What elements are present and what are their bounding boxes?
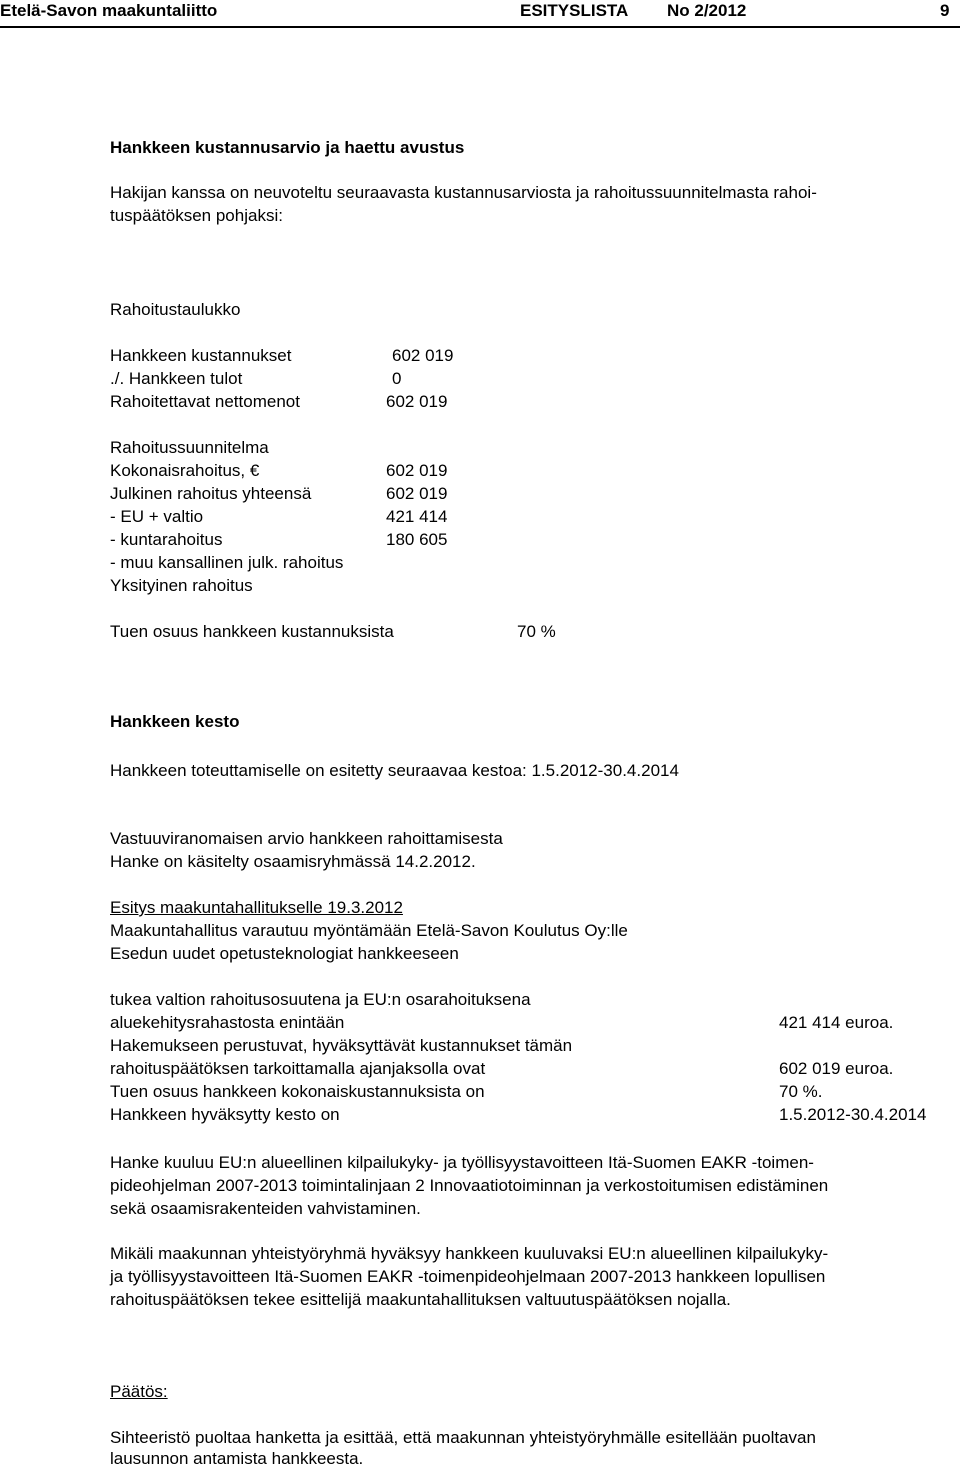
funding-row-label: ./. Hankkeen tulot (110, 369, 243, 388)
proposal-paragraph-2-line: rahoituspäätöksen tekee esittelijä maakuntahallituksen valtuutuspäätöksen nojalla. (110, 1290, 731, 1309)
financing-row-value: 180 605 (386, 530, 448, 549)
header-org: Etelä-Savon maakuntaliitto (0, 1, 218, 20)
budget-intro-line-2: tuspäätöksen pohjaksi: (110, 206, 283, 225)
assessment-line-2: Hanke on käsitelty osaamisryhmässä 14.2.2012. (110, 852, 476, 871)
proposal-paragraph-2-line: Mikäli maakunnan yhteistyöryhmä hyväksyy hankkeen kuuluvaksi EU:n alueellinen kilpailukyky- (110, 1244, 829, 1263)
proposal-paragraph-1-line: sekä osaamisrakenteiden vahvistaminen. (110, 1199, 421, 1218)
proposal-line-2: Esedun uudet opetusteknologiat hankkeeseen (110, 944, 459, 963)
proposal-item-text: rahoituspäätöksen tarkoittamalla ajanjaksolla ovat (110, 1059, 486, 1078)
financing-row-label: Kokonaisrahoitus, € (110, 461, 260, 480)
financing-plan-title: Rahoitussuunnitelma (110, 438, 269, 457)
financing-row-value: 421 414 (386, 507, 448, 526)
proposal-paragraph-1-line: pideohjelman 2007-2013 toimintalinjaan 2 Innovaatiotoiminnan ja verkostoitumisen edistäminen (110, 1176, 829, 1195)
decision-line-2: lausunnon antamista hankkeesta. (110, 1449, 364, 1468)
header-rule (0, 26, 960, 28)
funding-row-value: 602 019 (392, 346, 454, 365)
financing-row-label: Julkinen rahoitus yhteensä (110, 484, 312, 503)
proposal-item-text: Hankkeen hyväksytty kesto on (110, 1105, 340, 1124)
financing-row-label: - EU + valtio (110, 507, 204, 526)
financing-row-label: - muu kansallinen julk. rahoitus (110, 553, 344, 572)
funding-row-label: Hankkeen kustannukset (110, 346, 292, 365)
header-doc-number: No 2/2012 (667, 1, 747, 20)
financing-row-label: Yksityinen rahoitus (110, 576, 253, 595)
funding-table-title: Rahoitustaulukko (110, 300, 241, 319)
proposal-item-value: 1.5.2012-30.4.2014 (779, 1105, 927, 1124)
proposal-item-text: Hakemukseen perustuvat, hyväksyttävät kustannukset tämän (110, 1036, 573, 1055)
decision-heading: Päätös: (110, 1382, 168, 1401)
proposal-item-text: aluekehitysrahastosta enintään (110, 1013, 345, 1032)
proposal-line-1: Maakuntahallitus varautuu myöntämään Etelä-Savon Koulutus Oy:lle (110, 921, 628, 940)
assessment-line-1: Vastuuviranomaisen arvio hankkeen rahoittamisesta (110, 829, 503, 848)
header-page-number: 9 (940, 1, 950, 20)
funding-row-value: 602 019 (386, 392, 448, 411)
financing-row-label: - kuntarahoitus (110, 530, 223, 549)
financing-row-value: 602 019 (386, 484, 448, 503)
budget-heading: Hankkeen kustannusarvio ja haettu avustus (110, 138, 465, 157)
proposal-item-text: tukea valtion rahoitusosuutena ja EU:n osarahoituksena (110, 990, 531, 1009)
funding-row-label: Rahoitettavat nettomenot (110, 392, 300, 411)
proposal-heading: Esitys maakuntahallitukselle 19.3.2012 (110, 898, 403, 917)
duration-text: Hankkeen toteuttamiselle on esitetty seuraavaa kestoa: 1.5.2012-30.4.2014 (110, 761, 679, 780)
financing-row-value: 602 019 (386, 461, 448, 480)
proposal-paragraph-2-line: ja työllisyystavoitteen Itä-Suomen EAKR -toimenpideohjelmaan 2007-2013 hankkeen lopullisen (110, 1267, 826, 1286)
duration-heading: Hankkeen kesto (110, 712, 240, 731)
header-doc-type: ESITYSLISTA (520, 1, 629, 20)
funding-row-value: 0 (392, 369, 402, 388)
proposal-paragraph-1-line: Hanke kuuluu EU:n alueellinen kilpailukyky- ja työllisyystavoitteen Itä-Suomen EAKR -toimen- (110, 1153, 814, 1172)
support-share-label: Tuen osuus hankkeen kustannuksista (110, 622, 394, 641)
proposal-item-text: Tuen osuus hankkeen kokonaiskustannuksista on (110, 1082, 485, 1101)
budget-intro-line-1: Hakijan kanssa on neuvoteltu seuraavasta kustannusarviosta ja rahoitussuunnitelmasta rahoi- (110, 183, 817, 202)
decision-line-1: Sihteeristö puoltaa hanketta ja esittää, että maakunnan yhteistyöryhmälle esitellään puoltavan (110, 1428, 816, 1447)
proposal-item-value: 70 %. (779, 1082, 823, 1101)
proposal-item-value: 421 414 euroa. (779, 1013, 894, 1032)
support-share-value: 70 % (517, 622, 556, 641)
proposal-item-value: 602 019 euroa. (779, 1059, 894, 1078)
